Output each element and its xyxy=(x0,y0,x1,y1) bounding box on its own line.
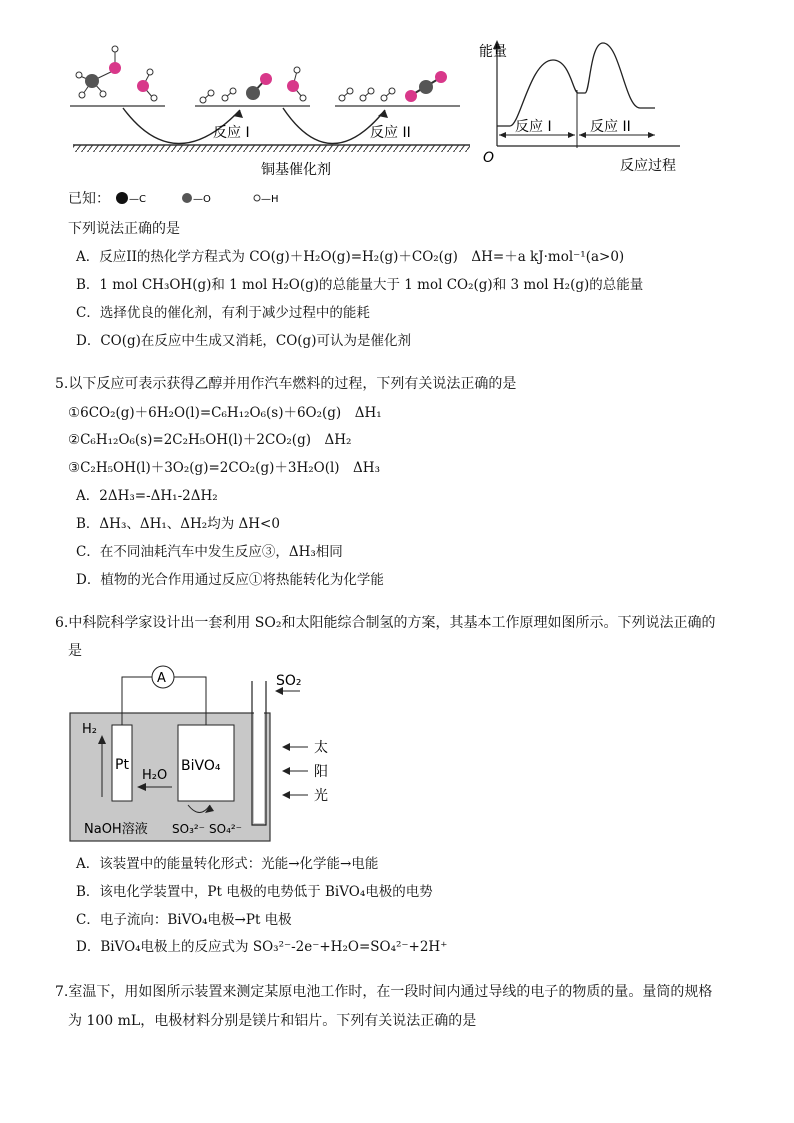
so3-label: SO₃²⁻ xyxy=(172,822,206,836)
so2-label: SO₂ xyxy=(276,673,302,689)
q5-stem: 5.以下反应可表示获得乙醇并用作汽车燃料的过程，下列有关说法正确的是 xyxy=(55,376,517,392)
q5-option-a: A．2ΔH₃=-ΔH₁-2ΔH₂ xyxy=(76,488,218,504)
progress-label: 反应过程 xyxy=(620,158,676,174)
q5-eq3: ③C₂H₅OH(l)＋3O₂(g)=2CO₂(g)＋3H₂O(l) ΔH₃ xyxy=(68,460,380,476)
carbon-dioxide-icon xyxy=(405,71,447,102)
q5-option-c: C．在不同油耗汽车中发生反应③，ΔH₃相同 xyxy=(76,544,343,560)
q7-line1: 7.室温下，用如图所示装置来测定某原电池工作时，在一段时间内通过导线的电子的物质的量。量筒的规格 xyxy=(55,984,713,1000)
energy-diagram xyxy=(475,38,690,178)
bivo4-label: BiVO₄ xyxy=(181,758,221,774)
known-legend xyxy=(68,190,110,208)
carbon-atom-icon xyxy=(116,192,128,204)
q4-option-c: C．选择优良的催化剂，有利于减少过程中的能耗 xyxy=(76,305,370,321)
q6-option-a: A．该装置中的能量转化形式：光能→化学能→电能 xyxy=(76,856,379,872)
q4-option-b: B．1 mol CH₃OH(g)和 1 mol H₂O(g)的总能量大于 1 mol CO₂(g)和 3 mol H₂(g)的总能量 xyxy=(76,277,644,293)
hydrogen-molecules-icon xyxy=(200,88,236,103)
q7-line2: 为 100 mL，电极材料分别是镁片和铝片。下列有关说法正确的是 xyxy=(68,1013,477,1029)
svg-text:—O: —O xyxy=(193,194,211,205)
so4-label: SO₄²⁻ xyxy=(209,822,243,836)
reaction-2-label: 反应 II xyxy=(370,125,411,141)
q6-option-c: C．电子流向：BiVO₄电极→Pt 电极 xyxy=(76,912,292,928)
catalyst-reaction-figure xyxy=(65,38,475,183)
electrolysis-apparatus-figure xyxy=(68,655,348,845)
h2o-label: H₂O xyxy=(142,768,168,783)
q5-option-b: B．ΔH₃、ΔH₁、ΔH₂均为 ΔH<0 xyxy=(76,516,280,532)
q5-option-d: D．植物的光合作用通过反应①将热能转化为化学能 xyxy=(76,572,384,588)
q4-stem: 下列说法正确的是 xyxy=(68,221,180,237)
energy-axis-label: 能量 xyxy=(479,44,507,60)
q5-eq1: ①6CO₂(g)＋6H₂O(l)=C₆H₁₂O₆(s)＋6O₂(g) ΔH₁ xyxy=(68,405,382,421)
svg-text:A: A xyxy=(157,671,166,686)
svg-text:—H: —H xyxy=(261,194,279,205)
energy-reaction-1: 反应 I xyxy=(515,119,552,135)
known-prefix: 已知： xyxy=(68,191,110,207)
energy-reaction-2: 反应 II xyxy=(590,119,631,135)
q6-option-d: D．BiVO₄电极上的反应式为 SO₃²⁻-2e⁻+H₂O=SO₄²⁻+2H⁺ xyxy=(76,939,448,955)
carbon-monoxide-icon xyxy=(246,73,272,100)
methanol-molecule-icon xyxy=(76,46,121,98)
water-molecule-icon xyxy=(287,67,306,101)
sunlight-label-2: 阳 xyxy=(314,764,328,780)
water-molecule-icon xyxy=(137,69,157,101)
atom-legend xyxy=(112,188,312,208)
hydrogen-molecules-icon xyxy=(339,88,395,101)
h2-label: H₂ xyxy=(82,722,97,737)
naoh-label: NaOH溶液 xyxy=(84,822,148,837)
q6-stem-line1: 6.中科院科学家设计出一套利用 SO₂和太阳能综合制氢的方案，其基本工作原理如图所示。下列说法正确的 xyxy=(55,615,716,631)
sunlight-label-3: 光 xyxy=(314,788,328,804)
q5-eq2: ②C₆H₁₂O₆(s)=2C₂H₅OH(l)＋2CO₂(g) ΔH₂ xyxy=(68,432,352,448)
origin-label: O xyxy=(483,150,495,166)
oxygen-atom-icon xyxy=(182,193,192,203)
sunlight-label-1: 太 xyxy=(314,740,328,756)
pt-label: Pt xyxy=(115,757,129,773)
q6-option-b: B．该电化学装置中，Pt 电极的电势低于 BiVO₄电极的电势 xyxy=(76,884,433,900)
q6-stem-line2: 是 xyxy=(68,643,82,659)
q4-option-d: D．CO(g)在反应中生成又消耗，CO(g)可认为是催化剂 xyxy=(76,333,411,349)
reaction-1-label: 反应 I xyxy=(213,125,250,141)
hydrogen-atom-icon xyxy=(254,195,260,201)
catalyst-label: 铜基催化剂 xyxy=(261,162,331,178)
svg-text:—C: —C xyxy=(129,194,146,205)
q4-option-a: A．反应II的热化学方程式为 CO(g)＋H₂O(g)=H₂(g)＋CO₂(g) ΔH=＋a kJ·mol⁻¹(a>0) xyxy=(76,249,625,265)
